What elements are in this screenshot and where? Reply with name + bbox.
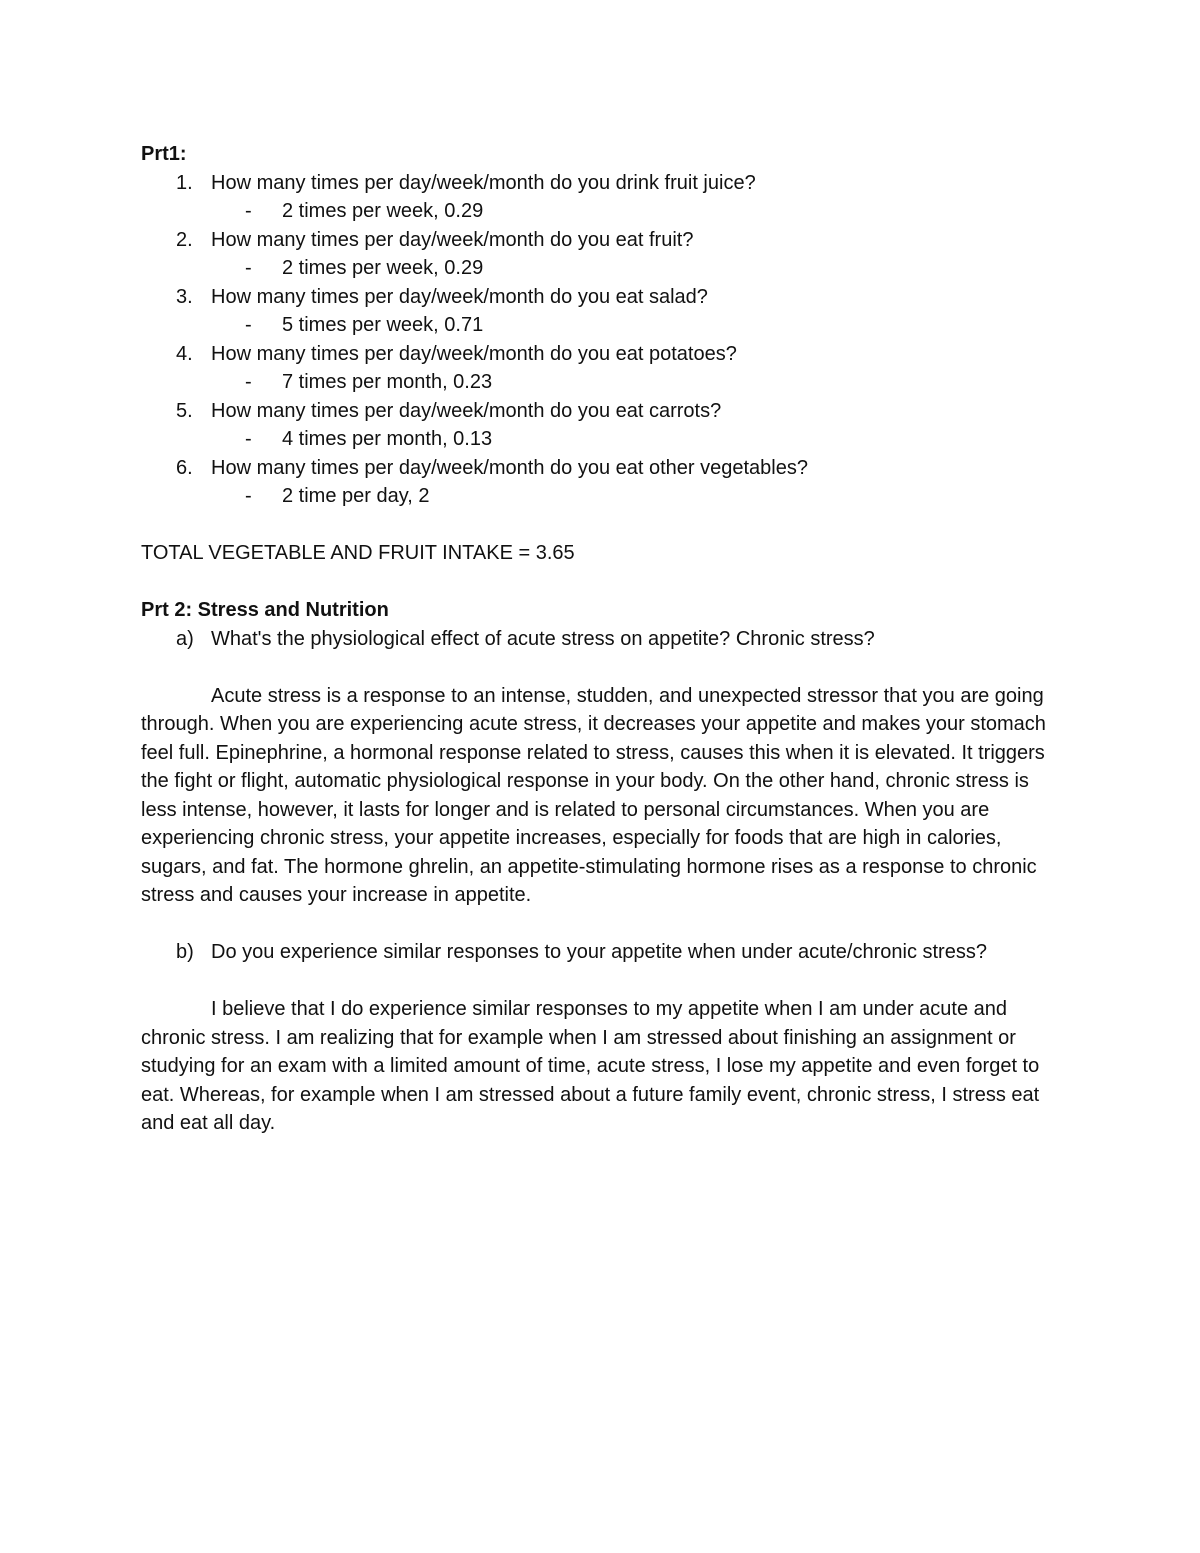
question-b-text: Do you experience similar responses to your appetite when under acute/chronic stress? bbox=[211, 941, 987, 963]
blank-line bbox=[141, 511, 1061, 540]
question-number: 5. bbox=[176, 399, 193, 422]
answer-text: 2 times per week, 0.29 bbox=[282, 200, 484, 222]
answer-text: 2 times per week, 0.29 bbox=[282, 257, 484, 279]
answer-text: 7 times per month, 0.23 bbox=[282, 371, 493, 393]
question-number: 1. bbox=[176, 171, 193, 194]
part1-heading: Prt1: bbox=[141, 143, 187, 165]
answer-line bbox=[141, 254, 1061, 283]
question-text: How many times per day/week/month do you eat other vegetables? bbox=[211, 456, 808, 479]
answer-text: 4 times per month, 0.13 bbox=[282, 428, 493, 450]
question-line bbox=[141, 397, 1061, 426]
list-item bbox=[141, 454, 1061, 511]
question-text: How many times per day/week/month do you eat fruit? bbox=[211, 228, 694, 251]
answer-a-paragraph: Acute stress is a response to an intense, studden, and unexpected stressor that you are going through. When you are experiencing acute stress, it decreases your appetite and makes your stomach feel full. Epinephrine, a hormonal response related to stress, causes this when it is elevated. It triggers the fight or flight, automatic physiological response in your body. On the other hand, chronic stress is less intense, however, it lasts for longer and is related to personal circumstances. When you are experiencing chronic stress, your appetite increases, especially for foods that are high in calories, sugars, and fat. The hormone ghrelin, an appetite-stimulating hormone rises as a response to chronic stress and causes your increase in appetite. bbox=[141, 684, 1046, 906]
question-number: 6. bbox=[176, 456, 193, 479]
blank-line bbox=[141, 653, 1061, 682]
question-a-label: a) bbox=[176, 627, 194, 650]
answer-dash: - bbox=[245, 200, 252, 222]
answer-dash: - bbox=[245, 485, 252, 507]
question-line bbox=[141, 226, 1061, 255]
question-line bbox=[141, 169, 1061, 198]
answer-line bbox=[141, 197, 1061, 226]
part2-heading: Prt 2: Stress and Nutrition bbox=[141, 599, 389, 621]
question-number: 2. bbox=[176, 228, 193, 251]
answer-line bbox=[141, 425, 1061, 454]
blank-line bbox=[141, 568, 1061, 597]
answer-line bbox=[141, 368, 1061, 397]
blank-line bbox=[141, 967, 1061, 996]
total-intake: TOTAL VEGETABLE AND FRUIT INTAKE = 3.65 bbox=[141, 542, 575, 564]
answer-line bbox=[141, 482, 1061, 511]
answer-dash: - bbox=[245, 371, 252, 393]
answer-dash: - bbox=[245, 257, 252, 279]
list-item bbox=[141, 169, 1061, 226]
answer-text: 5 times per week, 0.71 bbox=[282, 314, 484, 336]
question-b-line bbox=[141, 938, 1061, 967]
document-body bbox=[141, 140, 1061, 1138]
question-b-label: b) bbox=[176, 941, 194, 963]
list-item bbox=[141, 283, 1061, 340]
question-line bbox=[141, 340, 1061, 369]
question-a-text: What's the physiological effect of acute stress on appetite? Chronic stress? bbox=[211, 627, 875, 650]
question-line bbox=[141, 454, 1061, 483]
question-text: How many times per day/week/month do you eat carrots? bbox=[211, 399, 722, 422]
question-a-line bbox=[141, 625, 1061, 654]
blank-line bbox=[141, 910, 1061, 939]
answer-line bbox=[141, 311, 1061, 340]
question-list bbox=[141, 169, 1061, 511]
answer-dash: - bbox=[245, 314, 252, 336]
question-number: 3. bbox=[176, 285, 193, 308]
list-item bbox=[141, 397, 1061, 454]
question-text: How many times per day/week/month do you eat potatoes? bbox=[211, 342, 737, 365]
list-item bbox=[141, 340, 1061, 397]
list-item bbox=[141, 226, 1061, 283]
answer-dash: - bbox=[245, 428, 252, 450]
question-text: How many times per day/week/month do you drink fruit juice? bbox=[211, 171, 756, 194]
answer-text: 2 time per day, 2 bbox=[282, 485, 430, 507]
question-line bbox=[141, 283, 1061, 312]
question-text: How many times per day/week/month do you eat salad? bbox=[211, 285, 708, 308]
answer-b-paragraph: I believe that I do experience similar responses to my appetite when I am under acute and chronic stress. I am realizing that for example when I am stressed about finishing an assignment or studying for an exam with a limited amount of time, acute stress, I lose my appetite and even forget to eat. Whereas, for example when I am stressed about a future family event, chronic stress, I stress eat and eat all day. bbox=[141, 998, 1040, 1134]
question-number: 4. bbox=[176, 342, 193, 365]
